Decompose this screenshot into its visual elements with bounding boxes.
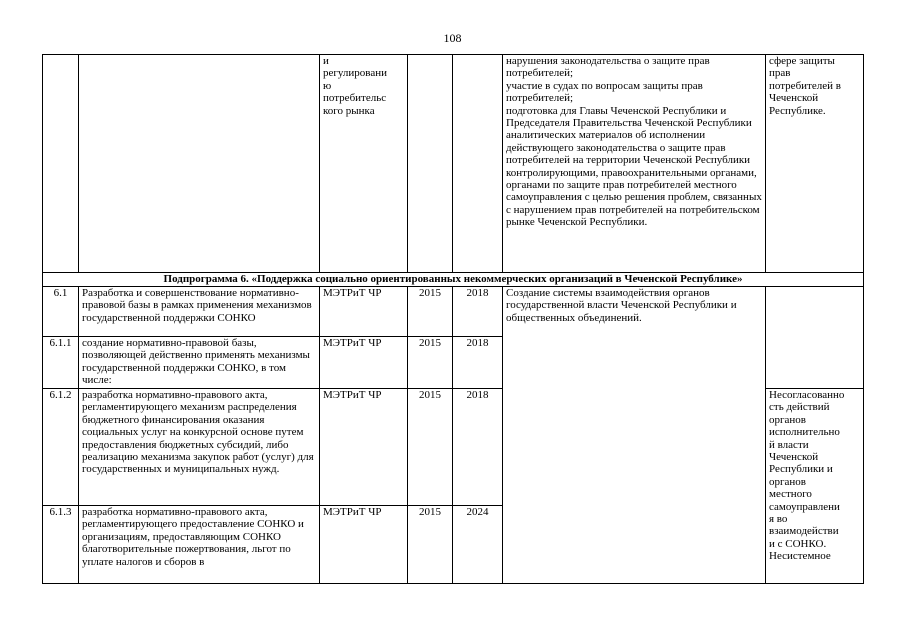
section-result	[503, 287, 766, 584]
row-number: 6.1.3	[43, 506, 79, 584]
row-start-year: 2015	[408, 337, 453, 389]
row-number: 6.1	[43, 287, 79, 337]
continuation-row	[43, 55, 864, 273]
row-executor: МЭТРиТ ЧР	[320, 287, 408, 337]
row-name: разработка нормативно-правового акта, регламентирующего предоставление СОНКО и организациям, предоставляющим СОНКО благотворительные пожертвования, льгот по уплате налогов и сборов в	[79, 506, 320, 584]
subprogram-title: Подпрограмма 6. «Поддержка социально ориентированных некоммерческих организаций в Чеченской Республике»	[43, 273, 864, 287]
cell-num	[43, 55, 79, 273]
row-start-year: 2015	[408, 506, 453, 584]
row-end-year: 2018	[453, 337, 503, 389]
row-end-year: 2024	[453, 506, 503, 584]
section-risk-empty	[766, 287, 864, 389]
table-row	[43, 287, 864, 337]
cell-start	[408, 55, 453, 273]
cell-end	[453, 55, 503, 273]
cell-name	[79, 55, 320, 273]
cell-risk	[766, 55, 864, 273]
row-executor: МЭТРиТ ЧР	[320, 506, 408, 584]
section-risk	[766, 389, 864, 584]
cell-result	[503, 55, 766, 273]
section-result-text: Создание системы взаимодействия органов государственной власти Чеченской Республики и общественных объединений.	[506, 287, 737, 324]
row-name: разработка нормативно-правового акта, регламентирующего механизм распределения бюджетного финансирования оказания социальных услуг на конкурсной основе путем предоставления бюджетных субсидий, либо реализацию механизма закупок работ (услуг) для государственных и муниципальных нужд.	[79, 389, 320, 506]
row-start-year: 2015	[408, 389, 453, 506]
page-number: 108	[443, 31, 462, 45]
row-name: Разработка и совершенствование нормативно-правовой базы в рамках применения механизмов государственной поддержки СОНКО	[79, 287, 320, 337]
row-end-year: 2018	[453, 287, 503, 337]
row-name: создание нормативно-правовой базы, позволяющей действенно применять механизмы государственной поддержки СОНКО, в том числе:	[79, 337, 320, 389]
subprogram-header-row	[43, 273, 864, 287]
section-risk-text: Несогласованно сть действий органов исполнительно й власти Чеченской Республики и органов местного самоуправлени я во взаимодействи и с СОНКО. Несистемное	[769, 389, 845, 563]
row-number: 6.1.1	[43, 337, 79, 389]
row-number: 6.1.2	[43, 389, 79, 506]
row-executor: МЭТРиТ ЧР	[320, 389, 408, 506]
row-start-year: 2015	[408, 287, 453, 337]
result-text: нарушения законодательства о защите прав потребителей; участие в судах по вопросам защиты прав потребителей; подготовка для Главы Чеченской Республики и Председателя Правительства Чеченской Республики аналитических материалов об исполнении действующего законодательства о защите прав потребителей на территории Чеченской Республики контролирующими, правоохранительными органами, органами по защите прав потребителей местного самоуправления с целью решения проблем, связанных с нарушением прав потребителей на потребительском рынке Чеченской Республики.	[506, 55, 762, 229]
risk-text: сфере защиты прав потребителей в Чеченской Республике.	[769, 55, 841, 117]
row-executor: МЭТРиТ ЧР	[320, 337, 408, 389]
cell-executor	[320, 55, 408, 273]
program-table	[42, 54, 864, 584]
executor-text: и регулировани ю потребительс кого рынка	[323, 55, 387, 117]
row-end-year: 2018	[453, 389, 503, 506]
